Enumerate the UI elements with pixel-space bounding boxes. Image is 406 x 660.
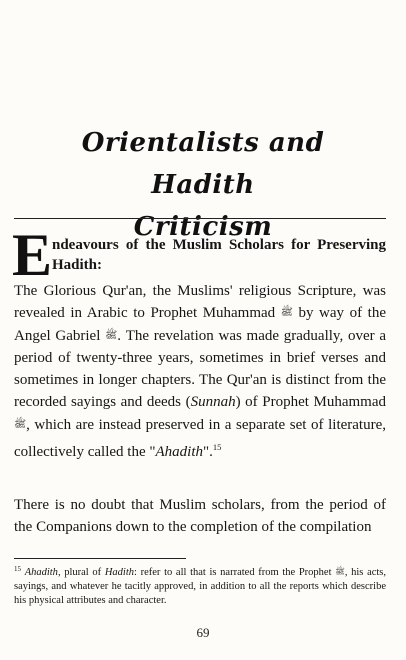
footnote-term: Hadith <box>104 567 134 578</box>
italic-term-ahadith: Ahadith <box>155 444 203 461</box>
footnote-number: 15 <box>14 565 21 573</box>
text-run: ) of Prophet Muhammad <box>235 394 386 411</box>
section-heading-line-2: Hadith: <box>52 257 103 273</box>
text-run: . The revelation was made gradually, over a period of twenty-three years, sometimes in brief verses and sometimes in longer chapters. The Qur'an is distinct from the recorded sayings and deeds ( <box>14 327 386 411</box>
footnote <box>14 562 386 609</box>
salutation-symbol: ﷺ <box>105 329 118 341</box>
body-paragraph-1 <box>14 280 386 463</box>
text-run: , plural of <box>57 567 105 578</box>
salutation-symbol: ﷺ <box>14 418 27 430</box>
text-run: ". <box>202 444 213 461</box>
salutation-symbol: ﷺ <box>335 567 345 576</box>
body-paragraph-2: There is no doubt that Muslim scholars, from the period of the Companions down to the completion of the compilation <box>14 497 386 536</box>
page-number: 69 <box>196 625 210 640</box>
salutation-symbol: ﷺ <box>280 307 293 319</box>
text-run: The Glorious Qur'an, the Muslims' religious Scripture, was revealed in Arabic to Prophet Muhammad <box>14 283 386 322</box>
text-run: , his acts, sayings, and whatever he tacitly approved, in addition to all the reports which describe his physical attributes and character. <box>14 567 387 607</box>
text-run: by way of the Angel Gabriel <box>14 305 387 344</box>
footnote-divider <box>14 558 186 559</box>
chapter-title <box>30 122 376 248</box>
text-run: : refer to all that is narrated from the Prophet <box>134 567 336 578</box>
text-run: , which are instead preserved in a separate set of literature, collectively called the " <box>14 416 386 461</box>
section-heading-line-1: ndeavours of the Muslim Scholars for Preserving <box>52 237 386 253</box>
chapter-title-line-1: Orientalists and Hadith <box>81 128 325 200</box>
footnote-term: Ahadith <box>24 567 58 578</box>
italic-term-sunnah: Sunnah <box>190 394 236 411</box>
drop-cap-letter: E <box>12 222 53 288</box>
section-divider <box>14 218 386 219</box>
footnote-reference[interactable]: 15 <box>212 442 222 453</box>
chapter-title-line-2: Criticism <box>133 212 273 242</box>
